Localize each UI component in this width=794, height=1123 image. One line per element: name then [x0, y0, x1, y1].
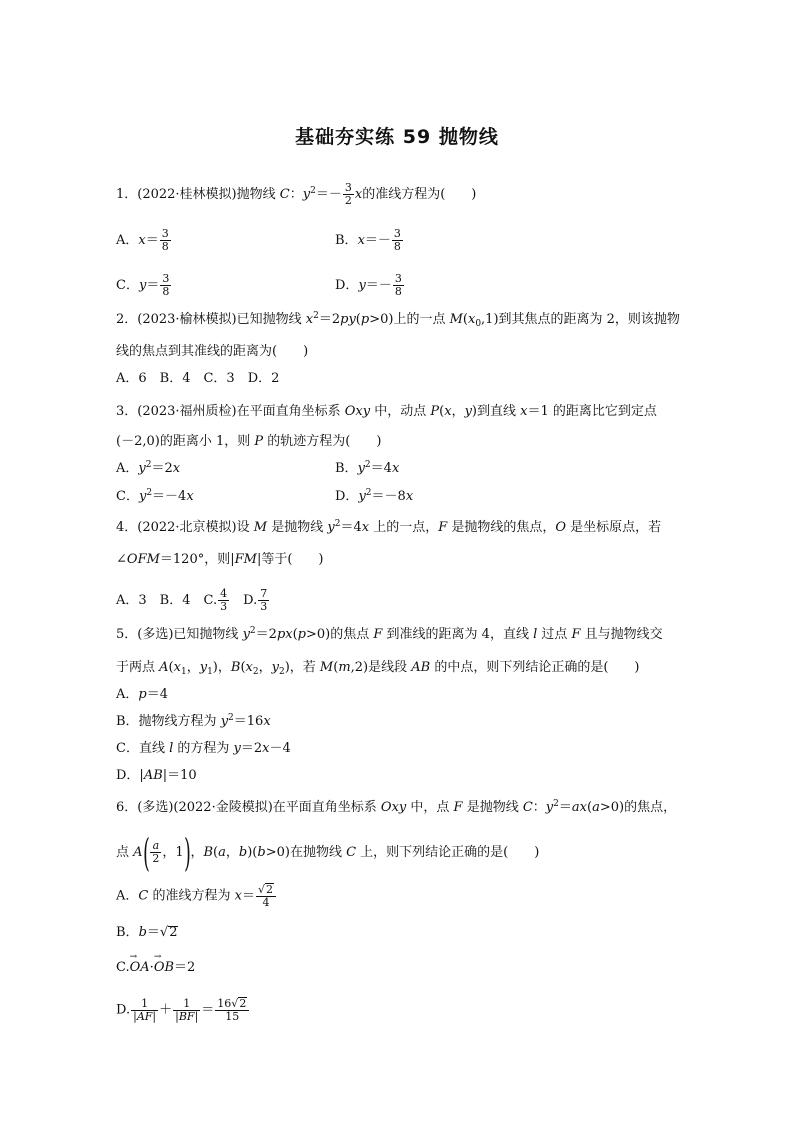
q3-option-c[interactable]: C．$y^2=-4x$ — [116, 488, 194, 504]
q5-stem-line1: 5．(多选)已知抛物线 $y^2=2px(p>0)$的焦点 F 到准线的距离为 4，直线 l 过点 F 且与抛物线交 — [116, 626, 663, 642]
q6-option-d[interactable]: D. $\frac{1}{|AF|}$ ＋ $\frac{1}{|BF|}$ ＝ $\frac{16√2}{15}$ — [116, 997, 250, 1023]
q5-stem-line2: 于两点 $A(x_1$，$y_1$)，$B(x_2$，$y_2$)，若 M(m,2)是线段 AB 的中点，则下列结论正确的是( ) — [116, 660, 640, 677]
q6-option-b[interactable]: B．b＝√2 — [116, 925, 178, 940]
q3-stem-line1: 3．(2023·福州质检)在平面直角坐标系 Oxy 中，动点 P(x，y)到直线 x＝1 的距离比它到定点 — [116, 404, 657, 419]
q3-stem-line2: (－2,0)的距离小 1，则 P 的轨迹方程为( ) — [116, 434, 382, 449]
q1-stem: 1．(2022·桂林模拟)抛物线 C：$y^2=-$ $\frac{3}{2}$ x的准线方程为( ) — [116, 181, 477, 207]
q4-stem-line2: ∠OFM＝120°，则|FM|等于( ) — [116, 552, 324, 567]
q1-option-c[interactable]: C．y＝ $\frac{3}{8}$ — [116, 272, 170, 298]
q6-stem-line1: 6．(多选)(2022·金陵模拟)在平面直角坐标系 Oxy 中，点 F 是抛物线 C：$y^2=ax(a>0)$的焦点， — [116, 799, 677, 815]
q4-stem-line1: 4．(2022·北京模拟)设 M 是抛物线 $y^2=4x$ 上的一点，F 是抛物线的焦点，O 是坐标原点，若 — [116, 519, 662, 535]
q3-option-a[interactable]: A．$y^2=2x$ — [116, 460, 181, 476]
q5-option-b[interactable]: B．抛物线方程为 $y^2=16x$ — [116, 713, 271, 729]
q5-option-a[interactable]: A．p＝4 — [116, 687, 168, 702]
q6-stem-line2: 点 A( $\frac{a}{2}$ ，1)，B(a，b)(b>0)在抛物线 C 上，则下列结论正确的是( ) — [116, 830, 540, 875]
q6-option-a[interactable]: A．C 的准线方程为 x＝ $\frac{√2}{4}$ — [116, 883, 277, 909]
page-title: 基础夯实练 59 抛物线 — [295, 126, 499, 148]
fraction: $\frac{3}{2}$ — [344, 181, 352, 207]
q2-stem-line2: 线的焦点到其准线的距离为( ) — [116, 344, 309, 359]
q3-option-d[interactable]: D．$y^2=-8x$ — [335, 488, 414, 504]
q1-option-b[interactable]: B．x＝－ $\frac{3}{8}$ — [335, 227, 401, 253]
q3-option-b[interactable]: B．$y^2=4x$ — [335, 460, 400, 476]
q1-option-d[interactable]: D．y＝－ $\frac{3}{8}$ — [335, 272, 402, 298]
q5-option-d[interactable]: D．|AB|＝10 — [116, 768, 197, 783]
q1-option-a[interactable]: A．x＝ $\frac{3}{8}$ — [116, 227, 169, 253]
q4-options[interactable]: A．3 B．4 C. $\frac{4}{3}$ D. $\frac{7}{3}$ — [116, 587, 268, 613]
q2-stem-line1: 2．(2023·榆林模拟)已知抛物线 $x^2=2py(p>0)$上的一点 $M(x_0,1)$到其焦点的距离为 2，则该抛物 — [116, 311, 680, 329]
q2-options[interactable]: A．6 B．4 C．3 D．2 — [116, 371, 280, 386]
q5-option-c[interactable]: C．直线 l 的方程为 y＝2x－4 — [116, 741, 291, 756]
q6-option-c[interactable]: C.→ OA·→ OB＝2 — [116, 960, 195, 976]
